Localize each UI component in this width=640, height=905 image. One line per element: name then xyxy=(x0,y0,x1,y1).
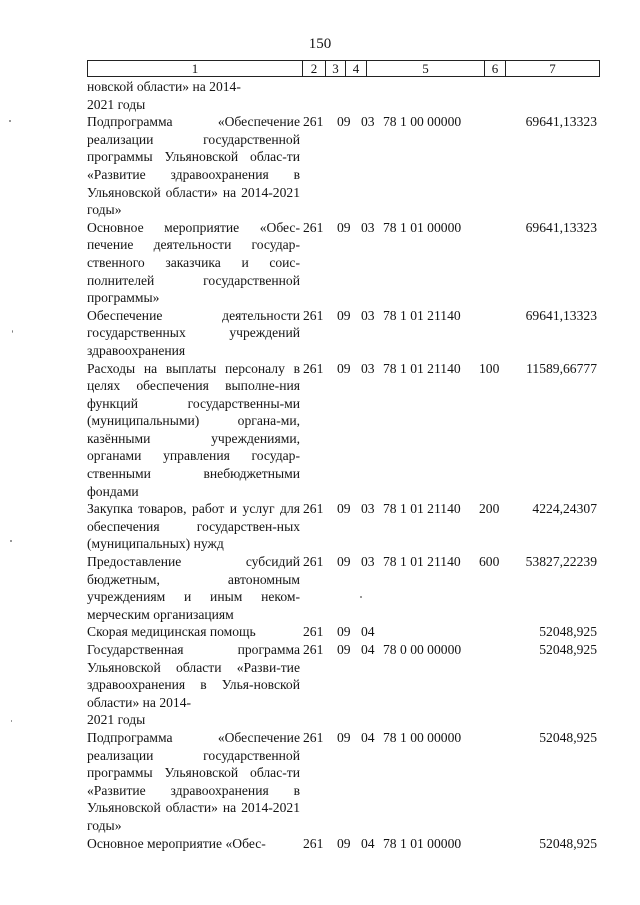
cell-vr: 600 xyxy=(479,554,500,570)
table-header-row xyxy=(87,60,600,77)
row-description: Скорая медицинская помощь xyxy=(87,624,256,640)
cell-sum: 11589,66777 xyxy=(526,360,597,376)
table-body xyxy=(87,78,600,852)
table-row xyxy=(87,219,600,307)
cell-csr: 78 1 01 21140 xyxy=(383,554,461,570)
cell-rz: 09 xyxy=(337,219,351,235)
cell-gr: 261 xyxy=(303,642,324,657)
cell-rz: 09 xyxy=(337,554,351,570)
row-description: Подпрограмма «Обеспечение реализации государственной программы Ульяновской облас-ти «Развитие здравоохранения в Ульяновской области» на 2014-2021 годы» xyxy=(87,729,300,833)
cell-gr: 261 xyxy=(303,554,324,570)
row-description: Расходы на выплаты персоналу в целях обеспечения выполне-ния функций государственны-ми (муниципальными) органа-ми, казёнными учреждениями, органами управления государ-ственными внебюджетными фондами xyxy=(87,360,300,499)
scan-speck xyxy=(12,330,13,333)
cell-csr: 78 0 00 00000 xyxy=(383,642,462,657)
row-description: новской области» на 2014- 2021 годы xyxy=(87,79,241,112)
cell-sum: 53827,22239 xyxy=(525,554,597,570)
cell-csr: 78 1 01 21140 xyxy=(383,307,461,323)
cell-sum: 52048,925 xyxy=(539,729,597,745)
header-col-1: 1 xyxy=(191,61,199,76)
table-row xyxy=(87,729,600,835)
header-col-4: 4 xyxy=(345,61,366,76)
cell-sum: 4224,24307 xyxy=(532,501,597,517)
table-row xyxy=(87,113,600,219)
header-col-2: 2 xyxy=(302,61,325,76)
cell-sum: 52048,925 xyxy=(539,835,597,851)
cell-rz: 09 xyxy=(337,835,351,851)
cell-gr: 261 xyxy=(303,729,324,745)
table-row xyxy=(87,623,600,641)
cell-vr: 200 xyxy=(479,501,500,517)
cell-gr: 261 xyxy=(303,114,324,130)
scan-speck xyxy=(9,120,11,122)
row-description: Предоставление субсидий бюджетным, автономным учреждениям и иным неком-мерческим организациям xyxy=(87,554,300,622)
cell-pr: 04 xyxy=(361,642,375,657)
row-description: Основное мероприятие «Обес-печение деятельности государ-ственного заказчика и соис-полнителей государственной программы» xyxy=(87,219,300,306)
cell-pr: 03 xyxy=(361,114,375,130)
row-description: Основное мероприятие «Обес- xyxy=(87,835,266,851)
table-row xyxy=(87,500,600,553)
cell-vr: 100 xyxy=(479,360,500,376)
cell-rz: 09 xyxy=(337,642,351,657)
cell-pr: 03 xyxy=(361,360,375,376)
header-col-6: 6 xyxy=(484,61,505,76)
scan-speck xyxy=(360,596,362,598)
cell-gr: 261 xyxy=(303,360,324,376)
cell-gr: 261 xyxy=(303,835,324,851)
table-row xyxy=(87,835,600,853)
cell-pr: 03 xyxy=(361,307,375,323)
row-description: Государственная программа Ульяновской области «Разви-тие здравоохранения в Улья-новской области» на 2014- 2021 годы xyxy=(87,642,300,728)
cell-rz: 09 xyxy=(337,360,351,376)
row-description: Закупка товаров, работ и услуг для обеспечения государствен-ных (муниципальных) нужд xyxy=(87,501,300,552)
scan-speck xyxy=(11,720,12,722)
cell-pr: 03 xyxy=(361,554,375,570)
cell-gr: 261 xyxy=(303,501,324,517)
header-col-3: 3 xyxy=(325,61,345,76)
table-row xyxy=(87,553,600,623)
cell-pr: 04 xyxy=(361,835,375,851)
table-row xyxy=(87,641,600,729)
cell-csr: 78 1 00 00000 xyxy=(383,114,462,130)
cell-pr: 03 xyxy=(361,219,375,235)
cell-gr: 261 xyxy=(303,219,324,235)
cell-rz: 09 xyxy=(337,114,351,130)
cell-csr: 78 1 01 21140 xyxy=(383,501,461,517)
cell-rz: 09 xyxy=(337,729,351,745)
cell-rz: 09 xyxy=(337,501,351,517)
row-description: Обеспечение деятельности государственных учреждений здравоохранения xyxy=(87,307,300,358)
cell-pr: 03 xyxy=(361,501,375,517)
table-row xyxy=(87,78,600,113)
cell-csr: 78 1 01 00000 xyxy=(383,835,462,851)
cell-rz: 09 xyxy=(337,307,351,323)
cell-pr: 04 xyxy=(361,729,375,745)
cell-csr: 78 1 01 00000 xyxy=(383,219,462,235)
cell-sum: 69641,13323 xyxy=(525,219,597,235)
table-row xyxy=(87,307,600,360)
cell-pr: 04 xyxy=(361,624,375,640)
header-col-5: 5 xyxy=(366,61,484,76)
row-description: Подпрограмма «Обеспечение реализации государственной программы Ульяновской облас-ти «Развитие здравоохранения в Ульяновской области» на 2014-2021 годы» xyxy=(87,114,300,218)
cell-sum: 52048,925 xyxy=(539,624,597,640)
cell-sum: 52048,925 xyxy=(539,642,597,657)
page-number: 150 xyxy=(308,36,332,52)
cell-rz: 09 xyxy=(337,624,351,640)
cell-gr: 261 xyxy=(303,624,324,640)
cell-csr: 78 1 00 00000 xyxy=(383,729,462,745)
cell-sum: 69641,13323 xyxy=(525,114,597,130)
cell-gr: 261 xyxy=(303,307,324,323)
header-col-7: 7 xyxy=(505,61,599,76)
cell-sum: 69641,13323 xyxy=(525,307,597,323)
cell-csr: 78 1 01 21140 xyxy=(383,360,461,376)
scan-speck xyxy=(10,540,12,542)
table-row xyxy=(87,360,600,501)
